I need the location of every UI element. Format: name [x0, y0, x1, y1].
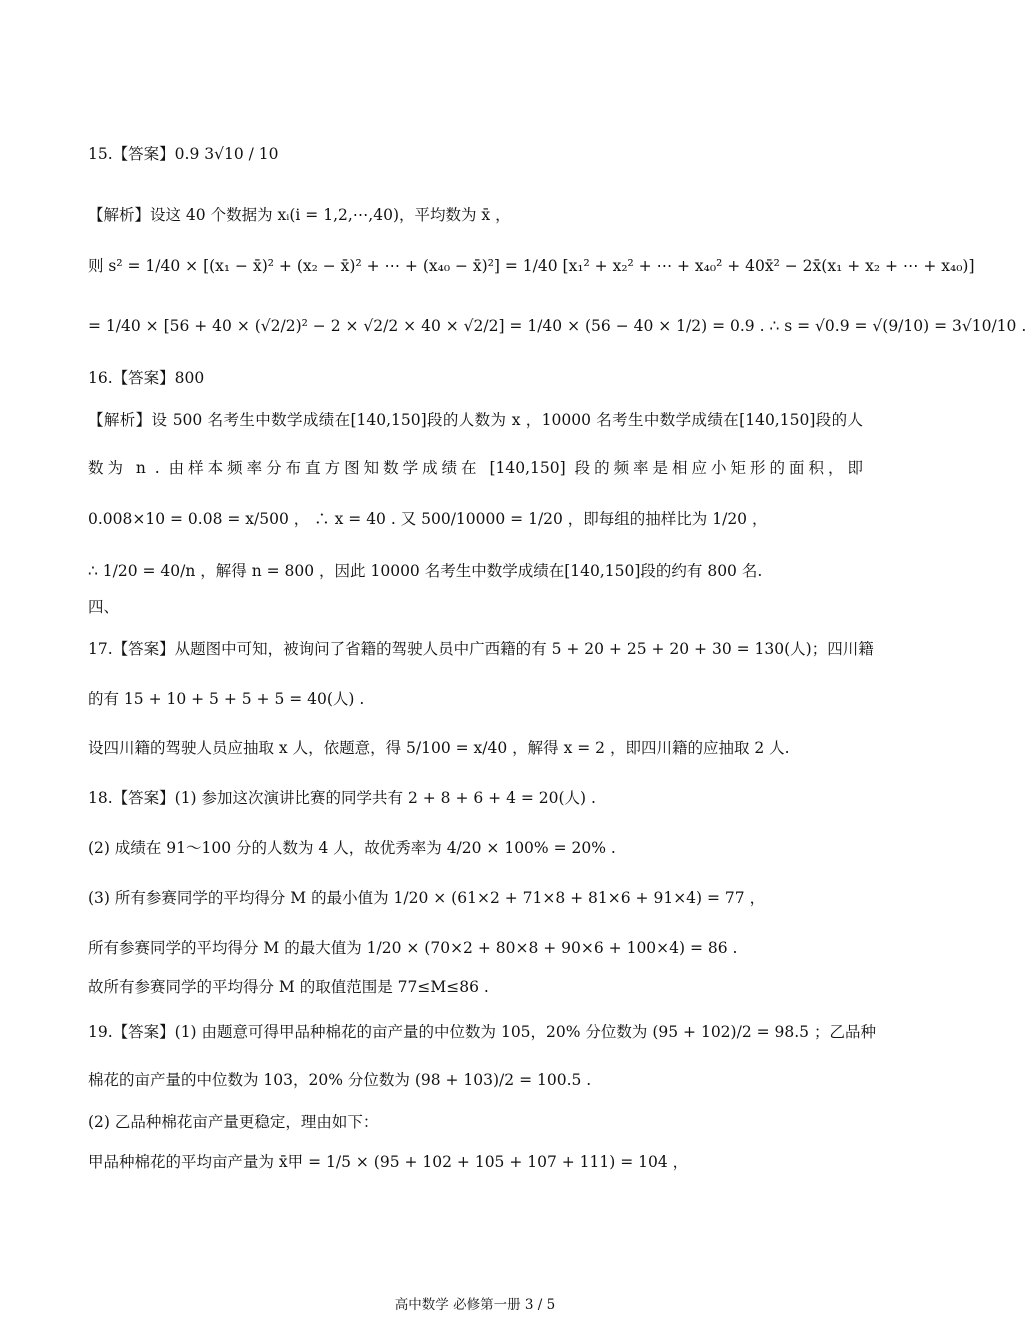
section-four-heading: 四、 [88, 598, 120, 616]
q18-answer-part-2: (2) 成绩在 91～100 分的人数为 4 人，故优秀率为 4/20 × 100% = 20% . [88, 839, 616, 857]
q17-answer-line-3: 设四川籍的驾驶人员应抽取 x 人，依题意，得 5/100 = x/40 ，解得 x = 2 ，即四川籍的应抽取 2 人. [88, 739, 790, 757]
q16-answer: 16.【答案】800 [88, 369, 205, 387]
page-footer: 高中数学 必修第一册 3 / 5 [394, 1297, 556, 1313]
q19-answer-mean: 甲品种棉花的平均亩产量为 x̄甲 = 1/5 × (95 + 102 + 105 + 107 + 111) = 104 ， [88, 1153, 689, 1171]
q16-analysis-line-3: 0.008×10 = 0.08 = x/500 ， ∴ x = 40 . 又 500/10000 = 1/20 ，即每组的抽样比为 1/20 ， [88, 510, 768, 528]
q18-answer-range: 故所有参赛同学的平均得分 M 的取值范围是 77≤M≤86 . [88, 978, 489, 996]
q18-answer-part-1: 18.【答案】(1) 参加这次演讲比赛的同学共有 2 + 8 + 6 + 4 = 20(人) . [88, 789, 596, 807]
q16-analysis-line-2: 数为 n . 由样本频率分布直方图知数学成绩在 [140,150] 段的频率是相应小矩形的面积，即 [88, 459, 863, 477]
q15-analysis-intro: 【解析】设这 40 个数据为 xᵢ(i = 1,2,⋯,40)，平均数为 x̄ ， [88, 206, 511, 224]
q17-answer-line-2: 的有 15 + 10 + 5 + 5 + 5 = 40(人) . [88, 690, 365, 708]
q19-answer-line-1: 19.【答案】(1) 由题意可得甲品种棉花的亩产量的中位数为 105，20% 分位数为 (95 + 102)/2 = 98.5 ；乙品种 [88, 1023, 876, 1041]
q16-analysis-line-4: ∴ 1/20 = 40/n ，解得 n = 800 ，因此 10000 名考生中数学成绩在[140,150]段的约有 800 名. [88, 562, 763, 580]
q15-variance-formula: 则 s² = 1/40 × [(x₁ − x̄)² + (x₂ − x̄)² + ⋯ + (x₄₀ − x̄)²] = 1/40 [x₁² + x₂² + ⋯ + x₄₀² + 40x̄² − 2x̄(x₁ + x₂ + ⋯ + x₄₀)] [88, 257, 975, 275]
q18-answer-part-3: (3) 所有参赛同学的平均得分 M 的最小值为 1/20 × (61×2 + 71×8 + 81×6 + 91×4) = 77 ， [88, 889, 766, 907]
q17-answer-line-1: 17.【答案】从题图中可知，被询问了省籍的驾驶人员中广西籍的有 5 + 20 + 25 + 20 + 30 = 130(人)；四川籍 [88, 640, 874, 658]
q19-answer-line-2: 棉花的亩产量的中位数为 103，20% 分位数为 (98 + 103)/2 = 100.5 . [88, 1071, 592, 1089]
q16-analysis-line-1: 【解析】设 500 名考生中数学成绩在[140,150]段的人数为 x ，10000 名考生中数学成绩在[140,150]段的人 [88, 411, 863, 429]
q15-variance-result: = 1/40 × [56 + 40 × (√2/2)² − 2 × √2/2 × 40 × √2/2] = 1/40 × (56 − 40 × 1/2) = 0.9 . ∴ s = √0.9 = √(9/10) = 3√10/10 . [88, 317, 1026, 335]
q15-answer: 15.【答案】0.9 3√10 / 10 [88, 145, 279, 163]
q19-answer-part-2: (2) 乙品种棉花亩产量更稳定，理由如下： [88, 1113, 379, 1131]
q18-answer-max: 所有参赛同学的平均得分 M 的最大值为 1/20 × (70×2 + 80×8 + 90×6 + 100×4) = 86 . [88, 939, 738, 957]
